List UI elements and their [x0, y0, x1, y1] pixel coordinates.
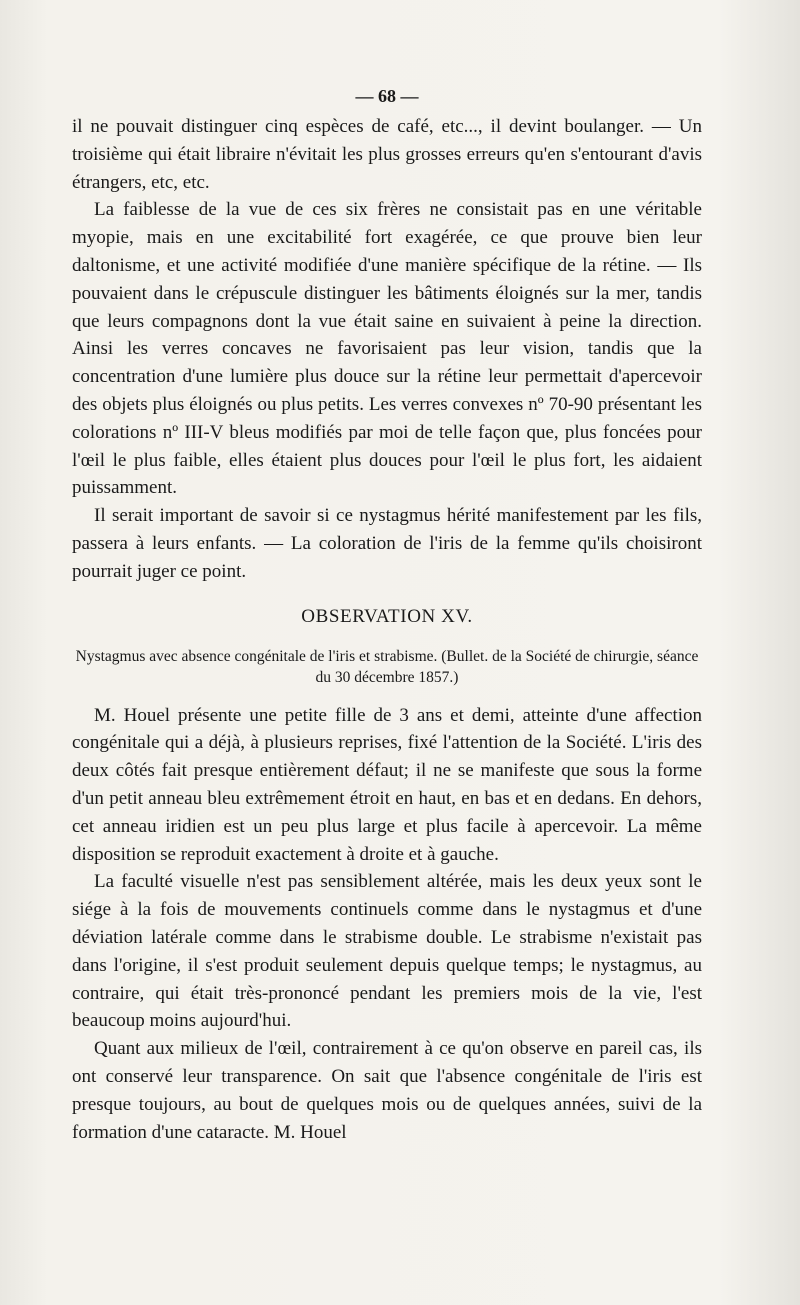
paragraph: Quant aux milieux de l'œil, contrairement à ce qu'on observe en pareil cas, ils ont conservé leur transparence. On sait que l'absence congénitale de l'iris est presque toujours, au bout de quelques mois ou de quelques années, suivi de la formation d'une cataracte. M. Houel — [72, 1038, 702, 1143]
paragraph: La faiblesse de la vue de ces six frères ne consistait pas en une véritable myopie, mais en une excitabilité fort exagérée, ce que prouve bien leur daltonisme, et une activité modifiée d'une manière spécifique de la rétine. — Ils pouvaient dans le crépuscule distinguer les bâtiments éloignés sur la mer, tandis que leurs compagnons dont la vue était saine en suivaient à peine la direction. Ainsi les verres concaves ne favorisaient pas leur vision, tandis que la concentration d'une lumière plus douce sur la rétine leur permettait d'apercevoir des objets plus éloignés ou plus petits. Les verres convexes nº 70-90 présentant les colorations nº III-V bleus modifiés par moi de telle façon que, plus foncées pour l'œil le plus faible, elles étaient plus douces pour l'œil le plus fort, les aidaient puissamment. — [72, 199, 702, 499]
paragraph: Il serait important de savoir si ce nystagmus hérité manifestement par les fils, passera à leurs enfants. — La coloration de l'iris de la femme qu'ils choisiront pourrait juger ce point. — [72, 505, 702, 582]
paragraph: il ne pouvait distinguer cinq espèces de café, etc..., il devint boulanger. — Un troisième qui était libraire n'évitait les plus grosses erreurs qu'en s'entourant d'avis étrangers, etc, etc. — [72, 116, 702, 193]
page-number: — 68 — — [355, 86, 419, 106]
paragraph: M. Houel présente une petite fille de 3 ans et demi, atteinte d'une affection congénitale qui a déjà, à plusieurs reprises, fixé l'attention de la Société. L'iris des deux côtés fait presque entièrement défaut; il ne se manifeste que sous la forme d'un petit anneau bleu extrêmement étroit en haut, en bas et en dedans. En dehors, cet anneau iridien est un peu plus large et plus facile à apercevoir. La même disposition se reproduit exactement à droite et à gauche. — [72, 704, 702, 865]
observation-subtitle: Nystagmus avec absence congénitale de l'iris et strabisme. (Bullet. de la Société de chirurgie, séance du 30 décembre 1857.) — [75, 647, 699, 686]
paragraph: La faculté visuelle n'est pas sensiblement altérée, mais les deux yeux sont le siége à la fois de mouvements continuels comme dans le nystagmus et d'une déviation latérale comme dans le strabisme double. Le strabisme n'existait pas dans l'origine, il s'est produit seulement depuis quelque temps; le nystagmus, au contraire, qui était très-prononcé pendant les premiers mois de la vie, l'est beaucoup moins aujourd'hui. — [72, 871, 702, 1032]
page-content — [72, 86, 702, 1146]
observation-title: OBSERVATION XV. — [301, 605, 473, 627]
